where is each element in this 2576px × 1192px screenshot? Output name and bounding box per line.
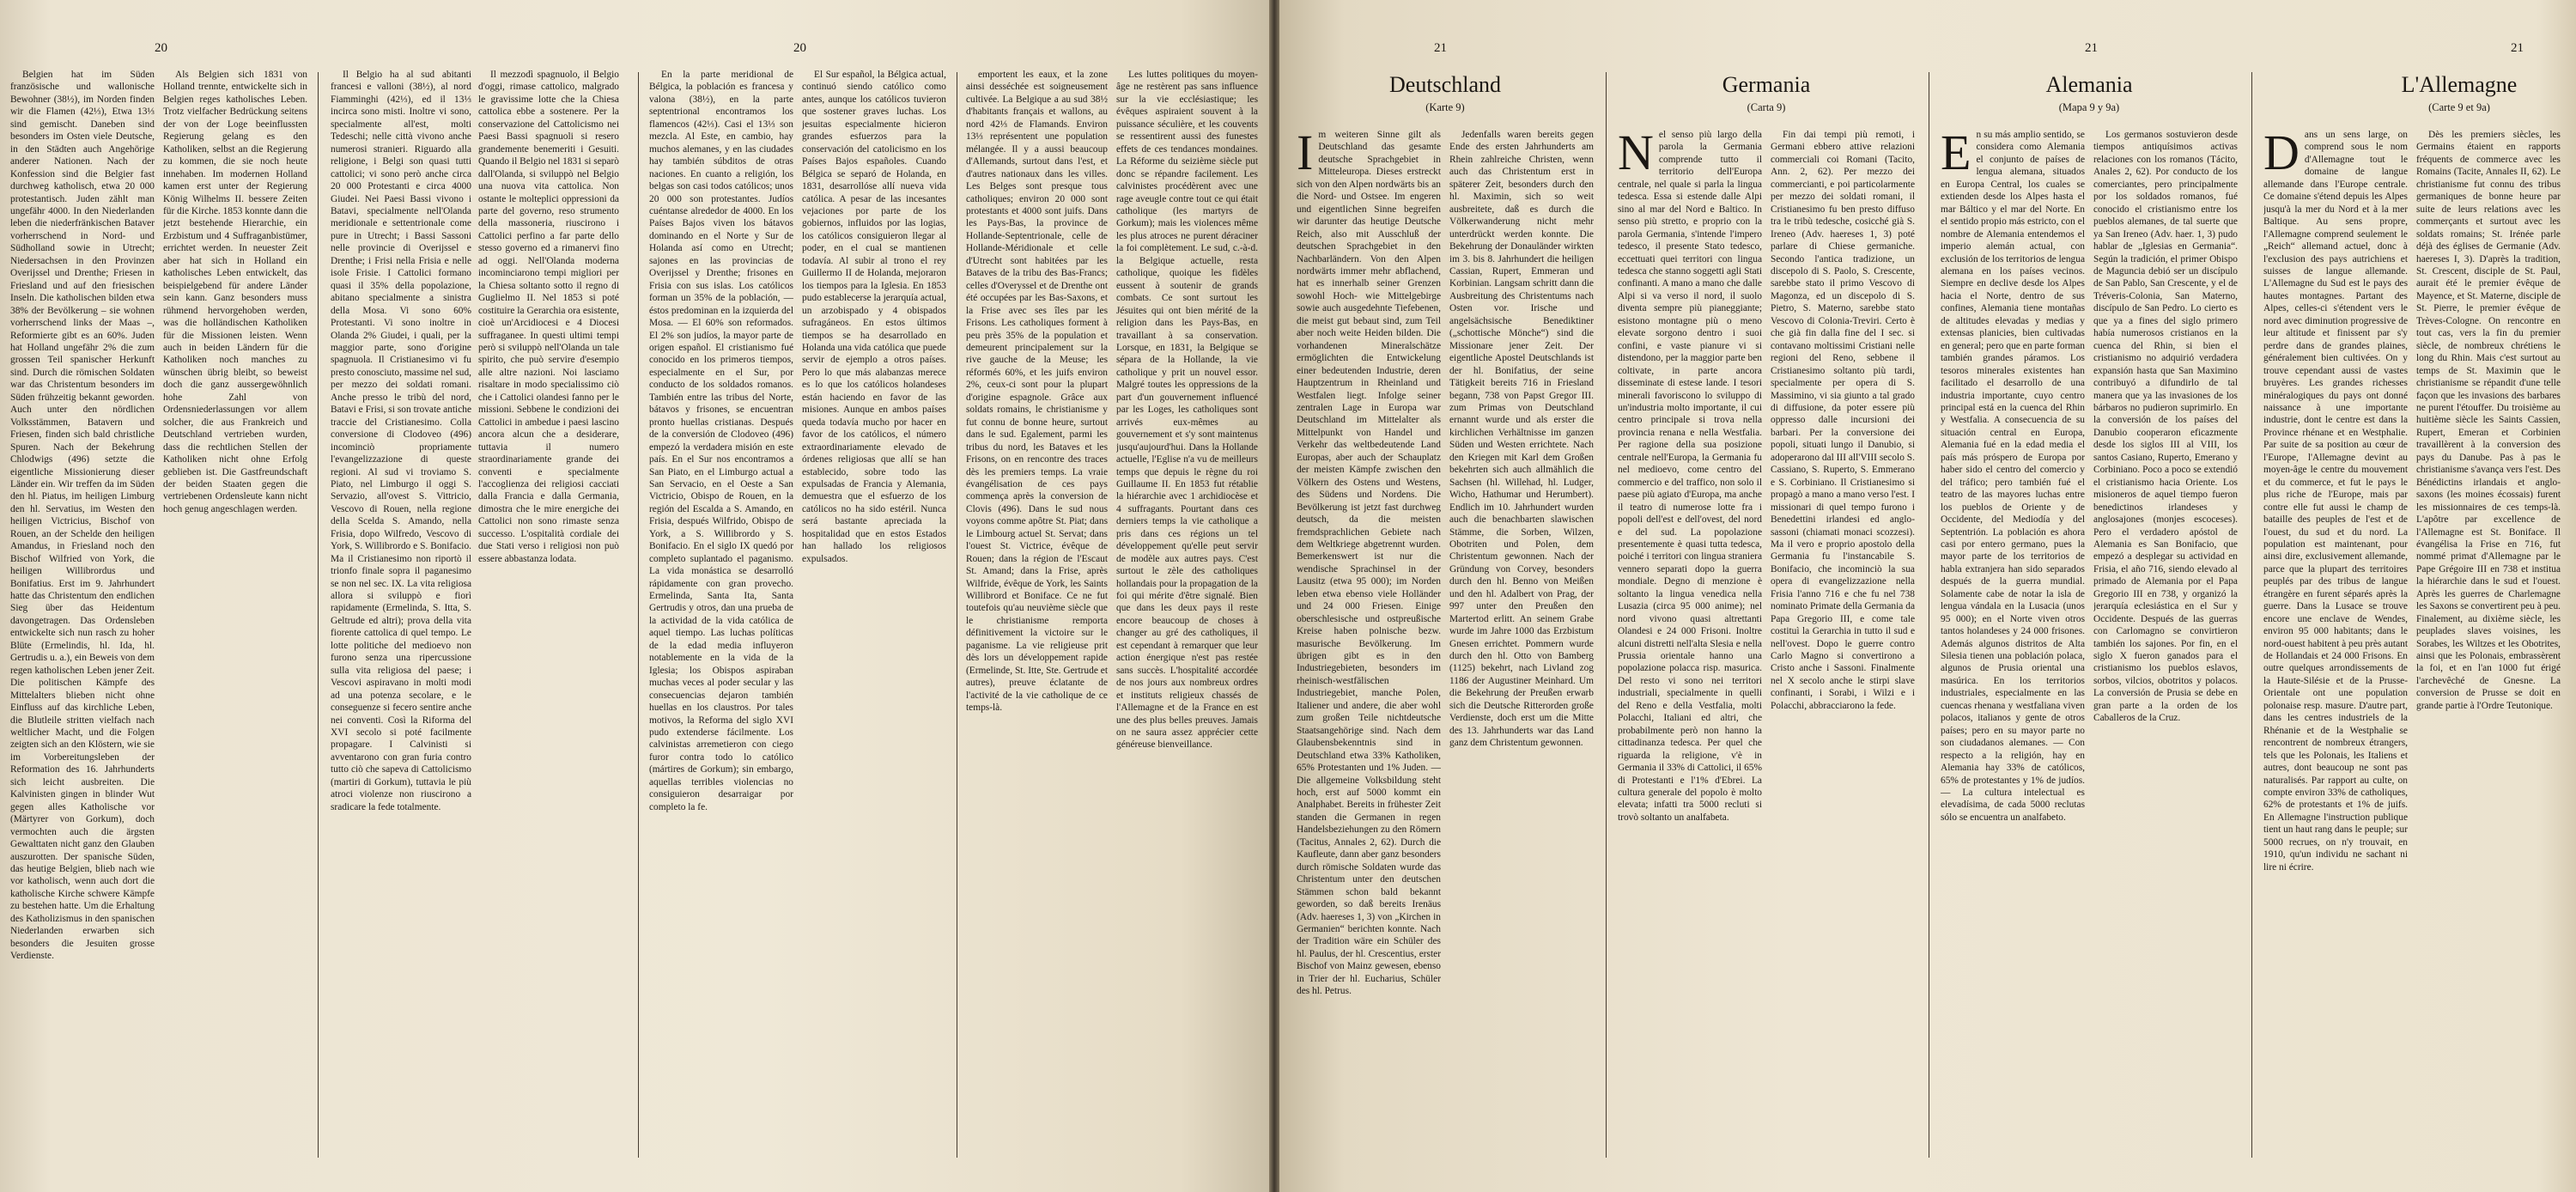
text-column-2: [1116, 69, 1258, 1161]
drop-cap: D: [2263, 129, 2300, 180]
drop-cap: E: [1941, 129, 1971, 180]
page-number: 21: [1434, 41, 1447, 55]
paragraph: Il Belgio ha al sud abitanti francesi e valloni (38½), al nord Fiamminghi (42⅓), ed il 13⅓ incirca sono misti. Inoltre vi sono, specialmente all'est, molti Tedeschi; nelle città vivono anche numerosi stranieri. Riguardo alla religione, i Belgi son quasi tutti cattolici; vi sono però anche circa 20 000 Protestanti e circa 4000 Giudei. Nei Paesi Bassi vivono i Batavi, specialmente nell'Olanda meridionale e settentrionale come pure in Utrecht; i Bassi Sassoni nelle provincie di Overijssel e Drenthe; i Frisi nella Frisia e nelle isole Frisie. I Cattolici formano quasi il 35% della popolazione, abitano specialmente a sinistra della Mosa. Vi sono 60% Protestanti. Vi sono inoltre in Olanda 2% Giudei, i quali, per la maggior parte, sono d'origine spagnuola. Il Cristianesimo vi fu presto conosciuto, massime nel sud, per mezzo dei soldati romani. Anche presso le tribù del nord, Batavi e Frisi, si son trovate antiche traccie del Cristianesimo. Colla conversione di Clodoveo (496) incominciò propriamente l'evangelizzazione di queste regioni. Al sud vi troviamo S. Piato, nel Limburgo il oggi S. Servazio, all'ovest S. Vittricio, Vescovo di Rouen, nella regione della Scelda S. Amando, nella Frisia, dopo Wilfredo, Vescovo di York, S. Willibrordo e S. Bonifacio. Ma il Cristianesimo non riportò il trionfo finale sopra il paganesimo se non nel sec. IX. La vita religiosa allora si sviluppò e fiorì rapidamente (Ermelinda, S. Itta, S. Geltrude ed altri); prova della vita fiorente cattolica di quel tempo. Le lotte politiche del medioevo non furono senza una ripercussione sulla vita religiosa del paese; i Vescovi aspiravano in molti modi ad una potenza secolare, e le conseguenze si fecero sentire anche nei conventi. Così la Riforma del XVI secolo si poté facilmente propagare. I Calvinisti si avventarono con gran furia contro tutto ciò che sapeva di Cattolicismo (martiri di Gorkum), tuttavia le più atroci violenze non riuscirono a sradicare la fede totalmente.: [331, 70, 471, 812]
section-heading: [1930, 72, 2248, 114]
page-german-21: [1286, 0, 1604, 1192]
text-column-1: [1297, 129, 1441, 1161]
paragraph: Dans un sens large, on comprend sous le nom d'Allemagne tout le domaine de langue allemande dans l'Europe centrale. Ce domaine s'étend depuis les Alpes jusqu'à la mer du Nord et à la mer Baltique. Au sens propre, l'Allemagne comprend seulement le „Reich“ allemand actuel, donc à l'exclusion des pays autrichiens et suisses de langue allemande. L'Allemagne du Sud est le pays des hautes montagnes. Partant des Alpes, celles-ci s'étendent vers le nord avec diminution progressive de leur altitude et finissent par s'y perdre dans de grandes plaines, généralement bien cultivées. On y trouve cependant aussi de vastes bruyères. Les grandes richesses minéralogiques du pays ont donné naissance à une importante industrie, dont le centre est dans la Province rhénane et en Westphalie. Par suite de sa position au cœur de l'Europe, l'Allemagne devint au moyen-âge le centre du mouvement et du commerce, et fut le pays le plus riche de l'Europe, mais par contre elle fut aussi le champ de bataille des peuples de l'est et de l'ouest, du sud et du nord. La population est maintenant, pour ainsi dire, exclusivement allemande, parce que la plupart des territoires peuplés par des tribus de langue étrangère en furent séparés après la guerre. Dans la Lusace se trouve encore une enclave de Wendes, environ 95 000 habitants; dans le nord-ouest habitent à peu près autant de Hollandais et 24 000 Frisons. En outre quelques arrondissements de la Haute-Silésie et de la Prusse-Orientale ont une population polonaise resp. masure. D'autre part, dans les centres industriels de la Rhénanie et de la Westphalie se rencontrent de nombreux étrangers, tels que les Polonais, les Italiens et autres, dont beaucoup ne sont pas naturalisés. Par rapport au culte, on compte environ 33% de catholiques, 62% de protestants et 1% de juifs. En Allemagne l'instruction publique tient un haut rang dans le peuple; sur 5000 recrues, on n'y trouvait, en 1910, qu'un individu ne sachant ni lire ni écrire.: [2263, 129, 2408, 873]
section-title: Alemania: [2045, 72, 2133, 97]
page-spanish-20: [639, 0, 957, 1192]
paragraph: Il mezzodì spagnuolo, il Belgio d'oggi, rimase cattolico, malgrado le gravissime lotte che la Chiesa cattolica ebbe a sostenere. Per la conservazione del Cattolicismo nei Paesi Bassi spagnuoli si resero grandemente benemeriti i Gesuiti. Quando il Belgio nel 1831 si separò dall'Olanda, si sviluppò nel Belgio una nuova vita cattolica. Non ostante le molteplici oppressioni da parte del governo, reso strumento della massoneria, riuscirono i Cattolici perfino a far parte dello stesso governo ed a rimanervi fino ad oggi. Nell'Olanda moderna incominciarono tempi migliori per la Chiesa soltanto sotto il regno di Guglielmo II. Nel 1853 si poté costituire la Gerarchia ora esistente, cioè un'Arcidiocesi e 4 Diocesi suffraganee. In questi ultimi tempi però si sviluppò nell'Olanda un tale spirito, che può servire d'esempio alle altre nazioni. Noi lasciamo risaltare in modo specialissimo ciò che i Cattolici olandesi fanno per le missioni. Sebbene le condizioni dei Cattolici in ambedue i paesi lascino ancora alcun che a desiderare, tuttavia il numero straordinariamente grande dei conventi e specialmente l'accoglienza dei religiosi cacciati dalla Francia e dalla Germania, dimostra che le mire energiche dei Cattolici non sono rimaste senza successo. L'ospitalità cordiale dei due Stati verso i religiosi non può essere abbastanza lodata.: [478, 70, 619, 564]
paragraph: Les luttes politiques du moyen-âge ne restèrent pas sans influence sur la vie ecclésiastique; les évêques aspiraient souvent à la puissance séculière, et les couvents se ressentirent aussi des funestes effets de ces tendances mondaines. La Réforme du seizième siècle put donc se répandre facilement. Les calvinistes procédèrent avec une rage aveugle contre tout ce qui était catholique (les martyrs de Gorkum); mais les violences même les plus atroces ne purent déraciner la foi complètement. Le sud, c.-à-d. la Belgique actuelle, resta catholique, quoique les fidèles eussent à soutenir de grands combats. Ce sont surtout les Jésuites qui ont bien mérité de la religion dans les Pays-Bas, en travaillant à sa conservation. Lorsque, en 1831, la Belgique se sépara de la Hollande, la vie catholique y prit un nouvel essor. Malgré toutes les oppressions de la part d'un gouvernement influencé par les Loges, les catholiques sont arrivés eux-mêmes au gouvernement et s'y sont maintenus jusqu'aujourd'hui. Dans la Hollande actuelle, l'Eglise n'a vu de meilleurs temps que depuis le règne du roi Guillaume II. En 1853 fut rétablie la hiérarchie avec 1 archidiocèse et 4 suffragants. Pourtant dans ces derniers temps la vie catholique a pris dans ces régions un tel développement qu'elle peut servir de modèle aux autres pays. C'est surtout le zèle des catholiques hollandais pour la propagation de la foi qui mérite d'être signalé. Bien que dans les deux pays il reste encore beaucoup de choses à changer au gré des catholiques, il est cependant à remarquer que leur action énergique n'est pas restée sans succès. L'hospitalité accordée de nos jours aux nombreux ordres et instituts religieux chassés de l'Allemagne et de la France en est une des plus belles preuves. Jamais on ne saura assez apprécier cette généreuse bienveillance.: [1116, 70, 1258, 751]
section-heading: [1607, 72, 1925, 114]
section-title: Germania: [1722, 72, 1811, 97]
paragraph: Im weiteren Sinne gilt als Deutschland das gesamte deutsche Sprachgebiet in Mitteleuropa. Dieses erstreckt sich von den Alpen nordwärts bis an die Nord- und Ostsee. Im engeren und eigentlichen Sinne begreifen wir darunter das heutige Deutsche Reich, also mit Ausschluß der deutschen Sprachgebiet in den Nachbarländern. Von den Alpen nordwärts immer mehr abflachend, hat es innerhalb seiner Grenzen sowohl Hoch- wie Mittelgebirge sowie auch ausgedehnte Tiefebenen, die meist gut bebaut sind, zum Teil aber noch weite Heiden bilden. Die vorhandenen Mineralschätze ermöglichten die Entwickelung einer bedeutenden Industrie, deren Hauptzentrum in Rheinland und Westfalen liegt. Infolge seiner zentralen Lage in Europa war Deutschland im Mittelalter als Mittelpunkt von Handel und Verkehr das weltbedeutende Land Europas, aber auch der Schauplatz der meisten Kämpfe zwischen den Völkern des Ostens und Westens, des Südens und Nordens. Die Bevölkerung ist jetzt fast durchweg deutsch, da die meisten fremdsprachlichen Gebiete nach dem Weltkriege abgetrennt wurden. Bemerkenswert ist nur die wendische Sprachinsel in der Lausitz (etwa 95 000); im Norden leben etwa ebenso viele Holländer und 24 000 Friesen. Einige oberschlesische und ostpreußische Kreise haben polnische bezw. masurische Bevölkerung. Im übrigen gibt es in den Industriegebieten, besonders im rheinisch-westfälischen Industriegebiet, manche Polen, Italiener und andere, die aber wohl zum großen Teile nichtdeutsche Staatsangehörige sind. Nach dem Glaubensbekenntnis sind in Deutschland etwa 33% Katholiken, 65% Protestanten und 1% Juden. — Die allgemeine Volksbildung steht hoch, erst auf 5000 kommt ein Analphabet. Bereits in frühester Zeit standen die Germanen in regen Handelsbeziehungen zu den Römern (Tacitus, Annales 2, 62). Durch die Kaufleute, dann aber ganz besonders durch römische Soldaten wurde das Christentum unter den deutschen Stämmen schon bald bekannt geworden, so daß bereits Irenäus (Adv. haereses 1, 3) von „Kirchen in Germanien“ berichten konnte. Nach der Tradition wäre ein Schüler des hl. Paulus, der hl. Crescentius, erster Bischof von Mainz gewesen, ebenso in Trier der hl. Eucharius, Schüler des hl. Petrus.: [1297, 129, 1441, 997]
paragraph: El Sur español, la Bélgica actual, continuó siendo católico como antes, aunque los católicos tuvieron que sostener graves luchas. Los jesuitas especialmente hicieron grandes esfuerzos para la conservación del catolicismo en los Países Bajos españoles. Cuando Bélgica se separó de Holanda, en 1831, desarrollóse allí nueva vida católica. A pesar de las incesantes vejaciones por parte de los gobiernos, influidos por las logias, los católicos consiguieron llegar al poder, en el cual se mantienen todavía. Al subir al trono el rey Guillermo II de Holanda, mejoraron los tiempos para la Iglesia. En 1853 pudo establecerse la jerarquía actual, un arzobispado y 4 obispados sufragáneos. En estos últimos tiempos se ha desarrollado en Holanda una vida católica que puede servir de ejemplo a otros países. Pero lo que más alabanzas merece es lo que los católicos holandeses están haciendo en favor de las misiones. Aunque en ambos países queda todavía mucho por hacer en favor de los católicos, el número extraordinariamente elevado de órdenes religiosas que allí se han establecido, sobre todo las expulsadas de Francia y Alemania, demuestra que el esfuerzo de los católicos no ha sido estéril. Nunca será bastante apreciada la hospitalidad que en estos Estados han hallado los religiosos expulsados.: [802, 70, 946, 564]
page-french-20: [957, 0, 1268, 1192]
text-column-1: [966, 69, 1108, 1161]
paragraph: Dès les premiers siècles, les Germains étaient en rapports fréquents de commerce avec les Romains (Tacite, Annales II, 62). Le christianisme fut connu des tribus germaniques de bonne heure par suite de leurs relations avec les commerçants et surtout avec les soldats romains; St. Irénée parle déjà des églises de Germanie (Adv. haereses I, 3). D'après la tradition, St. Crescent, disciple de St. Paul, aurait été le premier évêque de Mayence, et St. Materne, disciple de St. Pierre, le premier évêque de Trèves-Cologne. On rencontre en tout cas, vers la fin du premier siècle, de nombreux chrétiens le long du Rhin. Mais c'est surtout au temps de St. Maximin que le christianisme se répandit d'une telle façon que les invasions des barbares ne purent l'étouffer. Du troisième au huitième siècle les Saints Cassien, Rupert, Emeran et Corbinien travaillèrent à la conversion des pays du Danube. Pas à pas le christianisme s'avança vers l'est. Des Bénédictins irlandais et anglo-saxons (les moines écossais) furent les missionnaires de ces temps-là. L'apôtre par excellence de l'Allemagne est St. Boniface. Il évangélisa la Frise en 716, fut nommé primat d'Allemagne par le Pape Grégoire III en 738 et institua la hiérarchie dans le sud et l'ouest. Après les guerres de Charlemagne les Saxons se convertirent peu à peu. Finalement, au dixième siècle, les peuplades slaves voisines, les Sorabes, les Wiltzes et les Obotrites, ainsi que les Polonais, embrassèrent la foi, et en l'an 1000 fut érigé l'archevêché de Gnesne. La conversion de Prusse se doit en grande partie à l'Ordre Teutonique.: [2416, 130, 2561, 711]
page-number: 21: [2511, 41, 2524, 55]
page-spanish-21: [1930, 0, 2248, 1192]
text-column-1: [1618, 129, 1762, 1161]
section-heading: [2348, 72, 2571, 114]
section-title: L'Allemagne: [2401, 72, 2518, 97]
map-reference: (Karte 9): [1425, 101, 1465, 113]
paragraph: En su más amplio sentido, se considera como Alemania el conjunto de países de lengua alemana, situados en Europa Central, los cuales se extienden desde los Alpes hasta el mar Báltico y el mar del Norte. En el sentido propio más estricto, con el nombre de Alemania entendemos el imperio alemán actual, con exclusión de los territorios de lengua alemana en los países vecinos. Siempre en declive desde los Alpes hacia el Norte, dentro de sus confines, Alemania tiene montañas de altitudes elevadas y medias y extensas planicies, bien cultivadas en general; pero que en parte forman también grandes páramos. Los tesoros minerales existentes han facilitado el desarrollo de una industria importante, cuyo centro principal está en la cuenca del Rhin y Westfalia. A consecuencia de su situación central en Europa, Alemania fué en la edad media el país más próspero de Europa por haber sido el centro del comercio y del tráfico; pero también fué el teatro de las mayores luchas entre los pueblos de Oriente y de Occidente, del Mediodía y del Septentrión. La población es ahora casi por entero germano, pues la mayor parte de los territorios de habla extranjera han sido separados después de la guerra mundial. Solamente cabe de notar la isla de lengua vándala en la Lusacia (unos 95 000); en el Norte viven otros tantos holandeses y 24 000 frisones. Además algunos distritos de Alta Silesia tienen una población polaca, algunos de Prusia oriental una masúrica. En los territorios industriales, especialmente en las cuencas rhenana y westfaliana viven polacos, italianos y gente de otros países; pero en su mayor parte no son ciudadanos alemanes. — Con respecto a la religión, hay en Alemania hay 33% de católicos, 65% de protestantes y 1% de judíos. — La cultura intelectual es elevadísima, de cada 5000 reclutas sólo se encuentra un analfabeto.: [1941, 129, 2085, 823]
text-column-2: [2093, 129, 2238, 1161]
book-gutter: [1269, 0, 1279, 1192]
map-reference: (Mapa 9 y 9a): [2058, 101, 2120, 113]
paragraph: Belgien hat im Süden französische und wallonische Bewohner (38½), im Norden finden wir die Flamen (42⅓), Etwa 13⅓ sind gemischt. Daneben sind besonders im Osten viele Deutsche, in den Städten auch Angehörige anderer Nationen. Nach der Konfession sind die Belgier fast durchweg katholisch, etwa 20 000 protestantisch. Juden zählt man ungefähr 4000. In den Niederlanden leben die niederfränkischen Bataver vorherrschend in Nord- und Südholland sowie in Utrecht; Niedersachsen in den Provinzen Overijssel und Drenthe; Friesen in Friesland und auf den friesischen Inseln. Die katholischen bilden etwa 38% der Bevölkerung – sie wohnen vorherrschend links der Maas –, Reformierte gibt es an 60%. Juden hat Holland ungefähr 2% die zum grossen Teil spanischer Herkunft sind. Durch die römischen Soldaten war das Christentum besonders im Süden frühzeitig bekannt geworden. Auch unter den nördlichen Volksstämmen, Batavern und Friesen, finden sich bald christliche Spuren. Nach der Bekehrung Chlodwigs (496) setzte die eigentliche Missionierung dieser Länder ein. Wir treffen da im Süden den hl. Piatus, im heiligen Limburg den hl. Servatius, im Westen den heiligen Victricius, Bischof von Rouen, an der Schelde den heiligen Amandus, in Friesland noch den Bischof Wilfried von York, die heiligen Willibrordus und Bonifatius. Erst im 9. Jahrhundert hatte das Christentum den endlichen Sieg über das Heidentum davongetragen. Das Ordensleben entwickelte sich nun rasch zu hoher Blüte (Ermelindis, hl. Ida, hl. Gertrudis u. a.), ein Beweis von dem regen katholischen Leben jener Zeit. Die politischen Kämpfe des Mittelalters blieben nicht ohne Einfluss auf das kirchliche Leben, die Blutleile stritten vielfach nach weltlicher Macht, und die Folgen zeigten sich an den Klöstern, wie sie im Vorbereitungsleben der Reformation des 16. Jahrhunderts sich leicht ausbreiten. Die Kalvinisten gingen in blinder Wut gegen alles Katholische vor (Märtyrer von Gorkum), doch vermochten auch die ärgsten Gewalttaten nicht ganz den Glauben auszurotten. Der spanische Süden, das heutige Belgien, blieb nach wie vor katholisch, wenn auch dort die katholische Kirche schwere Kämpfe zu bestehen hatte. Um die Erhaltung des Katholizismus in den spanischen Niederlanden erwarben sich besonders die Jesuiten grosse Verdienste.: [10, 70, 155, 962]
paragraph: En la parte meridional de Bélgica, la población es francesa y valona (38½), en la parte septentrional encontramos los flamencos (42⅓). Casi el 13⅓ son mezcla. Al Este, en cambio, hay muchos alemanes, y en las ciudades hay también súbditos de otras naciones. En cuanto a religión, los belgas son casi todos católicos; unos 20 000 son protestantes. Judíos cuéntanse alrededor de 4000. En los Países Bajos viven los bátavos dominando en el Norte y Sur de Holanda así como en Utrecht; sajones en las provincias de Overijssel y Drenthe; frisones en Frisia con sus islas. Los católicos forman un 35% de la población, — éstos predominan en la izquierda del Mosa. — El 60% son reformados. El 2% son judíos, la mayor parte de origen español. El cristianismo fué conocido en los primeros tiempos, especialmente en el Sur, por conducto de los soldados romanos. También entre las tribus del Norte, bátavos y frisones, se encuentran pronto huellas cristianas. Después de la conversión de Clodoveo (496) empezó la verdadera misión en este país. En el Sur nos encontramos a San Piato, en el Limburgo actual a San Servacio, en el Oeste a San Victricio, Obispo de Rouen, en la región del Escalda a S. Amando, en Frisia, después Wilfrido, Obispo de York, a S. Willibrordo y S. Bonifacio. En el siglo IX quedó por completo suplantado el paganismo. La vida monástica se desarrolló rápidamente con gran provecho. Ermelinda, Santa Ita, Santa Gertrudis y otros, dan una prueba de la actividad de la vida católica de aquel tiempo. Las luchas políticas de la edad media influyeron notablemente en la vida de la Iglesia; los Obispos aspiraban muchas veces al poder secular y las consecuencias dejaron también huellas en los claustros. Por tales motivos, la Reforma del siglo XVI pudo extenderse fácilmente. Los calvinistas arremetieron con ciego furor contra todo lo católico (mártires de Gorkum); sin embargo, aquellas terribles violencias no consiguieron desarraigar por completo la fe.: [649, 70, 793, 812]
paragraph: Nel senso più largo della parola la Germania comprende tutto il territorio dell'Europa centrale, nel quale si parla la lingua tedesca. Essa si estende dalle Alpi sino al mar del Nord e Baltico. In senso più stretto, e proprio con la parola Germania, s'intende l'impero tedesco, il presente Stato tedesco, eccettuati quei territori con lingua tedesca che stanno soggetti agli Stati confinanti. A mano a mano che dalle Alpi si va verso il nord, il suolo diventa sempre più pianeggiante; esistono montagne più o meno elevate sorgono dentro i suoi confini, e vaste pianure vi si distendono, per la maggior parte ben coltivate, in parte ancora disseminate di estese lande. I tesori minerali favoriscono lo sviluppo di un'industria molto importante, il cui centro principale si trova nella provincia renana e nella Westfalia. Per ragione della sua posizione centrale nell'Europa, la Germania fu nel medioevo, come centro del commercio e del traffico, non solo il paese più agiato d'Europa, ma anche il teatro di numerose lotte fra i popoli dell'est e dell'ovest, del nord e del sud. La popolazione presentemente è quasi tutta tedesca, poiché i territori con lingua straniera vennero separati dopo la guerra mondiale. Degno di menzione è soltanto la lingua venedica nella Lusazia (circa 95 000 anime); nel nord vivono quasi altrettanti Olandesi e 24 000 Frisoni. Inoltre alcuni distretti nell'alta Slesia e nella Prussia orientale hanno una popolazione polacca risp. masurica. Del resto vi sono nei territori industriali, specialmente in quelli del Reno e della Vestfalia, molti Polacchi, Italiani ed altri, che probabilmente però non hanno la cittadinanza tedesca. Per quel che riguarda la religione, v'è in Germania il 33% di Cattolici, il 65% di Protestanti e l'1% d'Ebrei. La cultura generale del popolo è molto elevata; infatti tra 5000 recluti si trovò soltanto un analfabeta.: [1618, 129, 1762, 823]
paragraph: Jedenfalls waren bereits gegen Ende des ersten Jahrhunderts am Rhein zahlreiche Christen, wenn auch das Christentum erst in späterer Zeit, besonders durch den hl. Maximin, sich so weit ausbreitete, daß es durch die Völkerwanderung nicht mehr unterdrückt werden konnte. Die Bekehrung der Donauländer wirkten im 3. bis 8. Jahrhundert die heiligen Cassian, Rupert, Emmeran und Korbinian. Langsam schritt dann die Ausbreitung des Christentums nach Osten vor. Irische und angelsächsische Benediktiner („schottische Mönche“) sind die Missionare jener Zeit. Der eigentliche Apostel Deutschlands ist der hl. Bonifatius, der seine Tätigkeit bereits 716 in Friesland begann, 738 von Papst Gregor III. zum Primas von Deutschland ernannt wurde und als erster die kirchlichen Verhältnisse im ganzen Süden und Westen errichtete. Nach den Kriegen mit Karl dem Großen bekehrten sich auch allmählich die Sachsen (hl. Willehad, hl. Ludger, Wicho, Hathumar und Herumbert). Endlich im 10. Jahrhundert wurden auch die benachbarten slawischen Stämme, die Sorben, Wilzen, Obotriten und Polen, dem Christentum gewonnen. Nach der Gründung von Corvey, besonders durch den hl. Benno von Meißen und den hl. Adalbert von Prag, der 997 unter den Preußen den Martertod erlitt. An seinem Grabe wurde im Jahre 1000 das Erzbistum Gnesen errichtet. Pommern wurde durch den hl. Otto von Bamberg (1125) bekehrt, nach Livland zog 1186 der Augustiner Meinhard. Um die Bekehrung der Preußen erwarb sich die Deutsche Ritterorden große Verdienste, doch erst um die Mitte des 13. Jahrhunderts war das Land ganz dem Christentum gewonnen.: [1449, 130, 1594, 749]
text-column-2: [478, 69, 619, 1161]
page-german-20: [0, 0, 318, 1192]
text-column-1: [10, 69, 155, 1161]
left-page-spread: [0, 0, 1269, 1192]
page-number: 20: [155, 41, 167, 55]
drop-cap: N: [1618, 129, 1654, 180]
page-french-21: [2253, 0, 2571, 1192]
paragraph: Los germanos sostuvieron desde tiempos antiquísimos activas relaciones con los romanos (Tácito, Anales 2, 62). Por conducto de los comerciantes, pero principalmente por los soldados romanos, fué conocido el cristianismo entre los pueblos alemanes, de tal suerte que ya San Ireneo (Adv. haer. 1, 3) pudo hablar de „Iglesias en Germania“. Según la tradición, el primer Obispo de Maguncia debió ser un discípulo de San Pablo, San Crescente, y el de Tréveris-Colonia, San Materno, discípulo de San Pedro. Lo cierto es que ya a fines del siglo primero había numerosos cristianos en la cuenca del Rhin, si bien el cristianismo no adquirió verdadera expansión hasta que San Maximino contribuyó a difundirlo de tal manera que ya las invasiones de los bárbaros no pudieron suprimirlo. En la conversión de los países del Danubio cooperaron eficazmente desde los siglos III al VIII, los santos Casiano, Ruperto, Emerano y Corbiniano. Poco a poco se extendió el cristianismo hacia Oriente. Los misioneros de aquel tiempo fueron benedictinos irlandeses y anglosajones (monjes escoceses). Pero el verdadero apóstol de Alemania es San Bonifacio, que empezó a desplegar su actividad en Frisia, el año 716, siendo elevado al primado de Alemania por el Papa Gregorio III en 738, y organizó la jerarquía eclesiástica en el Sur y Occidente. Después de las guerras con Carlomagno se convirtieron también los sajones. Por fin, en el siglo X fueron ganados para el cristianismo los pueblos eslavos, sorbos, vilcios, obotritos y polacos. La conversión de Prusia se debe en gran parte a la orden de los Caballeros de la Cruz.: [2093, 130, 2238, 724]
text-column-1: [331, 69, 471, 1161]
map-reference: (Carte 9 et 9a): [2428, 101, 2490, 113]
paragraph: Fin dai tempi più remoti, i Germani ebbero attive relazioni commerciali coi Romani (Tacito, Ann. 2, 62). Per mezzo dei commercianti, e poi particolarmente per mezzo dei soldati romani, il Cristianesimo fu ben presto diffuso tra le tribù tedesche, cosicché già S. Ireneo (Adv. haereses 1, 3) poté parlare di Chiese germaniche. Secondo l'antica tradizione, un discepolo di S. Paolo, S. Crescente, sarebbe stato il primo Vescovo di Magonza, ed un discepolo di S. Pietro, S. Materno, sarebbe stato Vescovo di Colonia-Treviri. Certo è che già fin dalla fine del I sec. si contavano moltissimi Cristiani nelle regioni del Reno, sebbene il Cristianesimo soltanto più tardi, specialmente per opera di S. Massimino, vi sia giunto a tal grado di diffusione, da poter essere più oppresso dalle incursioni dei barbari. Per la conversione dei popoli, situati lungo il Danubio, si adoperarono dal III all'VIII secolo S. Cassiano, S. Ruperto, S. Emmerano e S. Corbiniano. Il Cristianesimo si propagò a mano a mano verso l'est. I missionari di quel tempo furono i Benedettini irlandesi ed anglo-sassoni (chiamati monaci scozzesi). Ma il vero e proprio apostolo della Germania fu l'instancabile S. Bonifacio, che incominciò la sua opera di evangelizzazione nella Frisia l'anno 716 e che fu nel 738 nominato Primate della Germania da Papa Gregorio III, e come tale costituì la Gerarchia in tutto il sud e nell'ovest. Dopo le guerre contro Carlo Magno si convertirono a Cristo anche i Sassoni. Finalmente nel X secolo anche le stirpi slave confinanti, i Sorabi, i Wilzi e i Polacchi, abbracciarono la fede.: [1771, 130, 1915, 711]
paragraph: Als Belgien sich 1831 von Holland trennte, entwickelte sich in Belgien reges katholisches Leben. Trotz vielfacher Bedrückung seitens der von der Loge beeinflussten Regierung gelang es den Katholiken, selbst an die Regierung zu kommen, die sie noch heute innehaben. Im modernen Holland kamen erst unter der Regierung König Wilhelms II. bessere Zeiten für die Kirche. 1853 konnte dann die jetzt bestehende Hierarchie, ein Erzbistum und 4 Suffraganbistümer, errichtet werden. In neuester Zeit aber hat sich in Holland ein katholisches Leben entwickelt, das beispielgebend für andere Länder sein kann. Ganz besonders muss rühmend hervorgehoben werden, was die holländischen Katholiken für die Missionen leisten. Wenn auch in beiden Ländern für die Katholiken noch manches zu wünschen übrig bleibt, so beweist doch die ganz aussergewöhnlich hohe Zahl von Ordensniederlassungen vor allem solcher, die aus Frankreich und Deutschland vertrieben wurden, dass die rechtlichen Stellen der Katholiken nicht ohne Erfolg geblieben ist. Die Gastfreundschaft der beiden Staaten gegen die vertriebenen Ordensleute kann nicht hoch genug angeschlagen werden.: [163, 70, 307, 514]
text-column-2: [163, 69, 307, 1161]
paragraph: emportent les eaux, et la zone ainsi desséchée est soigneusement cultivée. La Belgique a au sud 38½ d'habitants français et wallons, au nord 42⅓ de Flamands. Environ 13⅓ représentent une population mélangée. Il y a aussi beaucoup d'Allemands, surtout dans l'est, et d'autres nationaux dans les villes. Les Belges sont presque tous catholiques; environ 20 000 sont protestants et 4000 sont juifs. Dans les Pays-Bas, la province de Hollande-Septentrionale, celle de Hollande-Méridionale et celle d'Utrecht sont habitées par les Bataves de la tribu des Bas-Francs; celles d'Overyssel et de Drenthe ont été occupées par les Bas-Saxons, et la Frise avec ses îles par les Frisons. Les catholiques forment à peu près 35% de la population et demeurent principalement sur la rive gauche de la Meuse; les réformés 60%, et les juifs environ 2%, ceux-ci sont pour la plupart d'origine espagnole. Grâce aux soldats romains, le christianisme y fut connu de bonne heure, surtout dans le sud. Egalement, parmi les tribus du nord, les Bataves et les Frisons, on en rencontre des traces dès les premiers temps. La vraie évangélisation de ces pays commença après la conversion de Clovis (496). Dans le sud nous voyons comme apôtre St. Piat; dans le Limbourg actuel St. Servat; dans l'ouest St. Victrice, évêque de Rouen; dans la région de l'Escaut St. Amand; dans la Frise, après Wilfride, évêque de York, les Saints Willibrord et Boniface. Ce ne fut toutefois qu'au neuvième siècle que le christianisme remporta définitivement la victoire sur le paganisme. La vie religieuse prit dès lors un développement rapide (Ermelinde, St. Itte, Ste. Gertrude et autres), preuve éclatante de l'activité de la vie catholique de ce temps-là.: [966, 70, 1108, 714]
right-page-spread: [1279, 0, 2576, 1192]
page-number: 21: [2085, 41, 2098, 55]
text-column-2: [802, 69, 946, 1161]
text-column-2: [2416, 129, 2561, 1161]
section-heading: [1286, 72, 1604, 114]
section-title: Deutschland: [1389, 72, 1501, 97]
page-number: 20: [793, 41, 806, 55]
text-column-1: [2263, 129, 2408, 1161]
column-divider: [1606, 72, 1607, 1158]
map-reference: (Carta 9): [1747, 101, 1786, 113]
text-column-1: [649, 69, 793, 1161]
text-column-2: [1771, 129, 1915, 1161]
drop-cap: I: [1297, 129, 1314, 180]
column-divider: [2251, 72, 2252, 1158]
text-column-1: [1941, 129, 2085, 1161]
page-italian-21: [1607, 0, 1925, 1192]
text-column-2: [1449, 129, 1594, 1161]
page-italian-20: [319, 0, 629, 1192]
